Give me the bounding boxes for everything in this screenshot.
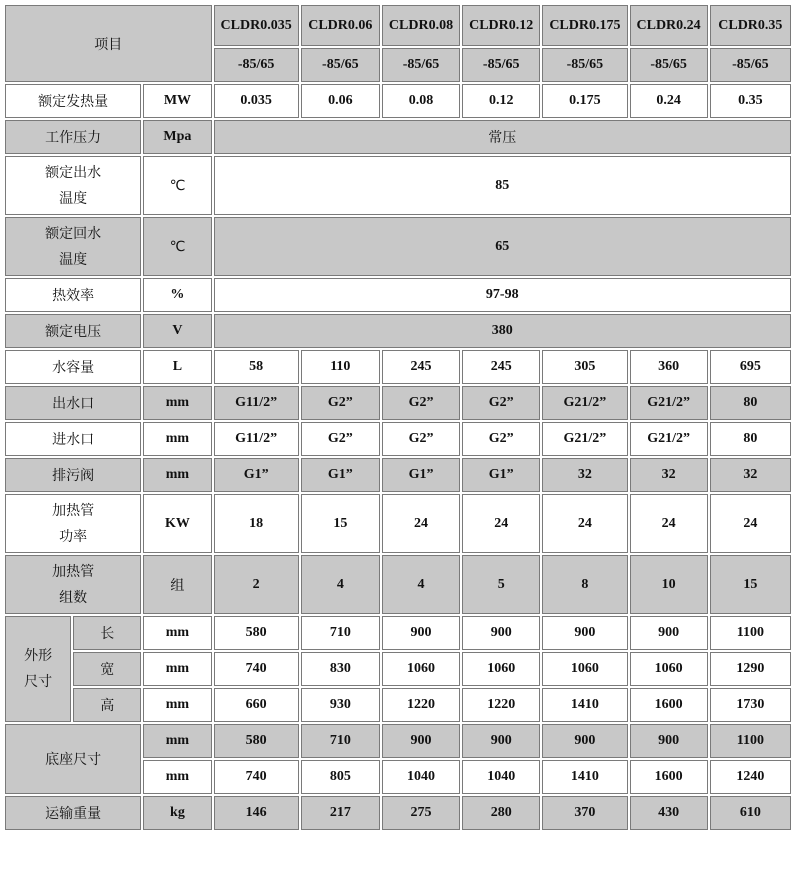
dims-label-line: 尺寸 [24,674,53,690]
row-unit: mm [143,760,211,794]
table-cell: G1” [462,458,540,492]
table-cell: G1” [301,458,380,492]
row-label: 热效率 [5,278,141,312]
item-header: 项目 [5,5,212,82]
table-cell: G1” [214,458,299,492]
row-efficiency [5,278,791,312]
table-cell: G2” [462,386,540,420]
row-label: 排污阀 [5,458,141,492]
model-header: CLDR0.06 [301,5,380,46]
temp-header: -85/65 [630,48,708,82]
table-cell: 430 [630,796,708,830]
table-cell: G2” [462,422,540,456]
row-drain [5,458,791,492]
table-cell: 0.08 [382,84,460,118]
row-out-temp [5,156,791,215]
table-cell: 740 [214,652,299,686]
model-header: CLDR0.12 [462,5,540,46]
table-cell: G2” [382,422,460,456]
merged-value: 85 [214,156,791,215]
table-cell: 146 [214,796,299,830]
table-cell: 900 [542,616,627,650]
row-unit: ℃ [143,217,211,276]
row-pressure [5,120,791,154]
spec-table [3,3,793,832]
table-cell: 80 [710,386,791,420]
row-label [5,494,141,553]
table-cell: 24 [462,494,540,553]
table-cell: 24 [710,494,791,553]
row-label: 底座尺寸 [5,724,141,794]
row-label-line: 额定回水 [45,225,102,242]
row-label: 运输重量 [5,796,141,830]
table-cell: 0.035 [214,84,299,118]
table-cell: 1410 [542,688,627,722]
table-cell: G11/2” [214,422,299,456]
table-cell: 900 [462,616,540,650]
table-cell: 0.24 [630,84,708,118]
row-unit: mm [143,422,211,456]
table-cell: 4 [382,555,460,614]
row-label-line: 加热管 [52,563,95,580]
table-cell: 370 [542,796,627,830]
row-unit: MW [143,84,211,118]
merged-value: 380 [214,314,791,348]
row-dims-height [5,688,791,722]
row-unit: mm [143,458,211,492]
row-dims-length [5,616,791,650]
table-cell: 1040 [382,760,460,794]
table-cell: G1” [382,458,460,492]
dims-label-line: 外形 [24,648,53,664]
table-cell: G21/2” [630,422,708,456]
row-unit: mm [143,688,211,722]
sub-label: 长 [73,616,141,650]
model-header: CLDR0.035 [214,5,299,46]
row-label-line: 组数 [59,589,88,606]
sub-label: 宽 [73,652,141,686]
table-cell: 0.35 [710,84,791,118]
row-tube-power [5,494,791,553]
model-header: CLDR0.24 [630,5,708,46]
table-cell: 2 [214,555,299,614]
model-header: CLDR0.175 [542,5,627,46]
row-label: 水容量 [5,350,141,384]
row-inlet [5,422,791,456]
row-unit: KW [143,494,211,553]
table-cell: 1220 [382,688,460,722]
header-row-models [5,5,791,46]
table-cell: 24 [630,494,708,553]
table-cell: 245 [382,350,460,384]
row-label [5,217,141,276]
table-cell: 1100 [710,724,791,758]
temp-header: -85/65 [301,48,380,82]
table-cell: 32 [542,458,627,492]
table-cell: 695 [710,350,791,384]
row-unit: mm [143,616,211,650]
row-unit: L [143,350,211,384]
table-cell: 8 [542,555,627,614]
table-cell: 1060 [542,652,627,686]
table-cell: 4 [301,555,380,614]
table-cell: 900 [542,724,627,758]
table-cell: 1240 [710,760,791,794]
temp-header: -85/65 [462,48,540,82]
table-cell: 660 [214,688,299,722]
table-cell: 1100 [710,616,791,650]
table-cell: 15 [301,494,380,553]
row-weight [5,796,791,830]
table-cell: G11/2” [214,386,299,420]
row-voltage [5,314,791,348]
row-unit: V [143,314,211,348]
row-unit: mm [143,386,211,420]
table-cell: 32 [630,458,708,492]
table-cell: 18 [214,494,299,553]
table-cell: G21/2” [542,386,627,420]
row-unit: ℃ [143,156,211,215]
row-unit: kg [143,796,211,830]
model-header: CLDR0.08 [382,5,460,46]
temp-header: -85/65 [542,48,627,82]
table-cell: 275 [382,796,460,830]
temp-header: -85/65 [382,48,460,82]
table-cell: 58 [214,350,299,384]
table-cell: 580 [214,724,299,758]
row-label [5,555,141,614]
table-cell: 900 [382,616,460,650]
row-tube-groups [5,555,791,614]
table-cell: 24 [382,494,460,553]
table-cell: 32 [710,458,791,492]
merged-value: 65 [214,217,791,276]
temp-header: -85/65 [214,48,299,82]
row-unit: mm [143,652,211,686]
table-cell: 1410 [542,760,627,794]
table-cell: 580 [214,616,299,650]
table-cell: 740 [214,760,299,794]
table-cell: 0.06 [301,84,380,118]
row-label-line: 温度 [59,190,88,207]
table-cell: 110 [301,350,380,384]
table-cell: 1730 [710,688,791,722]
table-cell: 805 [301,760,380,794]
table-cell: 1040 [462,760,540,794]
row-label: 工作压力 [5,120,141,154]
row-label: 出水口 [5,386,141,420]
table-cell: G21/2” [630,386,708,420]
merged-value: 97-98 [214,278,791,312]
table-cell: 1060 [630,652,708,686]
table-cell: 1060 [382,652,460,686]
table-cell: 1600 [630,688,708,722]
row-label: 额定发热量 [5,84,141,118]
table-cell: 710 [301,616,380,650]
table-cell: G2” [382,386,460,420]
table-cell: 1220 [462,688,540,722]
row-ret-temp [5,217,791,276]
table-cell: 900 [382,724,460,758]
table-cell: 0.12 [462,84,540,118]
row-heat [5,84,791,118]
row-unit: 组 [143,555,211,614]
table-cell: 930 [301,688,380,722]
table-cell: 245 [462,350,540,384]
table-cell: 80 [710,422,791,456]
dims-label [5,616,71,722]
table-cell: 710 [301,724,380,758]
row-label-line: 温度 [59,251,88,268]
row-base-1 [5,724,791,758]
table-cell: 280 [462,796,540,830]
row-label [5,156,141,215]
table-cell: 1060 [462,652,540,686]
table-cell: 610 [710,796,791,830]
table-cell: 10 [630,555,708,614]
table-cell: 830 [301,652,380,686]
table-cell: 900 [462,724,540,758]
model-header: CLDR0.35 [710,5,791,46]
table-cell: 24 [542,494,627,553]
table-cell: G2” [301,386,380,420]
table-cell: 360 [630,350,708,384]
table-cell: 1600 [630,760,708,794]
table-cell: 217 [301,796,380,830]
row-label-line: 加热管 [52,502,95,519]
temp-header: -85/65 [710,48,791,82]
table-cell: G2” [301,422,380,456]
row-dims-width [5,652,791,686]
merged-value: 常压 [214,120,791,154]
table-cell: G21/2” [542,422,627,456]
row-outlet [5,386,791,420]
row-unit: Mpa [143,120,211,154]
row-label: 额定电压 [5,314,141,348]
row-unit: % [143,278,211,312]
row-capacity [5,350,791,384]
table-cell: 900 [630,616,708,650]
table-cell: 305 [542,350,627,384]
row-label: 进水口 [5,422,141,456]
table-cell: 0.175 [542,84,627,118]
table-cell: 15 [710,555,791,614]
row-unit: mm [143,724,211,758]
row-label-line: 额定出水 [45,164,102,181]
table-cell: 900 [630,724,708,758]
row-label-line: 功率 [59,528,88,545]
table-cell: 5 [462,555,540,614]
table-cell: 1290 [710,652,791,686]
sub-label: 高 [73,688,141,722]
